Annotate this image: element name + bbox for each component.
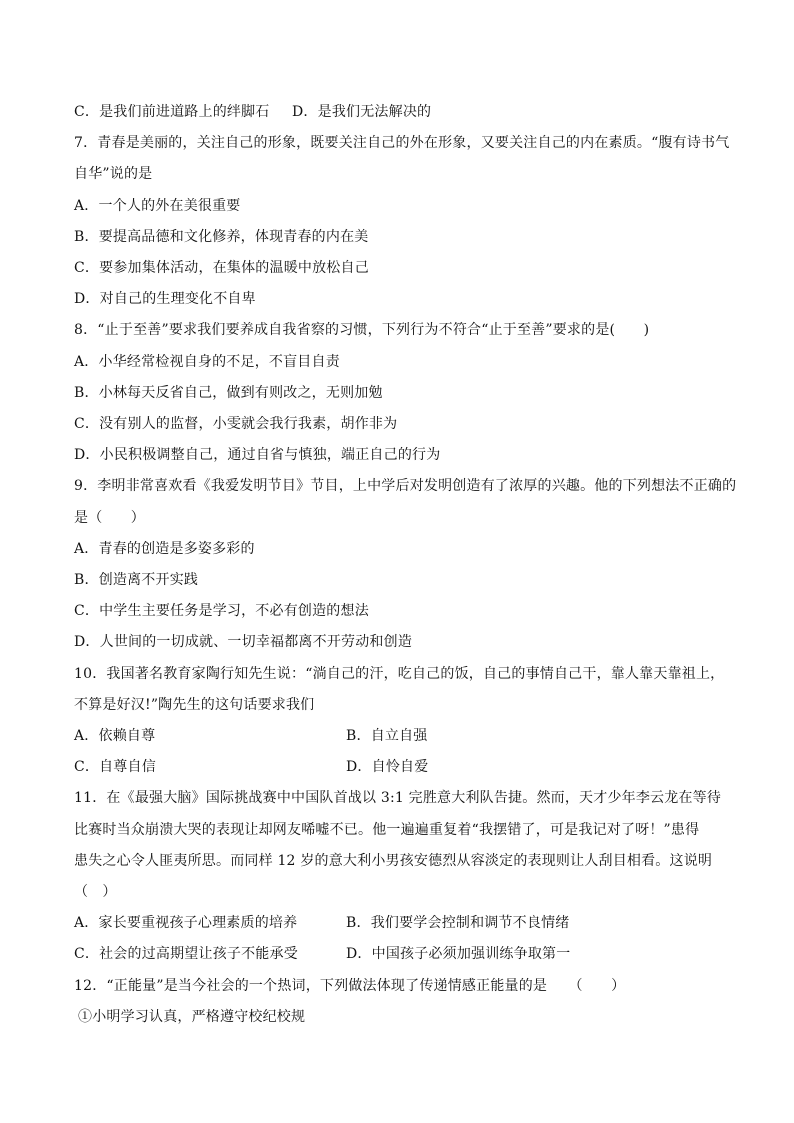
q7-option-d: D．对自己的生理变化不自卑 xyxy=(74,291,256,307)
q10-stem-line-2: 不算是好汉!”陶先生的这句话要求我们 xyxy=(74,697,315,713)
q9-stem-line-1: 9．李明非常喜欢看《我爱发明节目》节目，上中学后对发明创造有了浓厚的兴趣。他的下列想法不正确的 xyxy=(74,478,737,494)
q10-option-d: D．自怜自爱 xyxy=(346,759,429,775)
q9-option-c: C．中学生主要任务是学习，不必有创造的想法 xyxy=(74,603,369,619)
q12-item-1: ①小明学习认真，严格遵守校纪校规 xyxy=(78,1009,306,1025)
q12-stem: 12．“正能量”是当今社会的一个热词，下列做法体现了传递情感正能量的是 （ ） xyxy=(74,978,626,994)
q10-option-b: B．自立自强 xyxy=(346,728,428,744)
q8-option-c: C．没有别人的监督，小雯就会我行我素，胡作非为 xyxy=(74,416,398,432)
q9-option-d: D．人世间的一切成就、一切幸福都离不开劳动和创造 xyxy=(74,634,413,650)
q8-stem: 8．“止于至善”要求我们要养成自我省察的习惯，下列行为不符合“止于至善”要求的是( ) xyxy=(74,322,650,338)
q7-option-b: B．要提高品德和文化修养，体现青春的内在美 xyxy=(74,229,369,245)
q7-option-c: C．要参加集体活动，在集体的温暖中放松自己 xyxy=(74,260,369,276)
q7-option-a: A．一个人的外在美很重要 xyxy=(74,198,241,214)
q11-stem-line-1: 11．在《最强大脑》国际挑战赛中中国队首战以 3:1 完胜意大利队告捷。然而，天才少年李云龙在等待 xyxy=(74,790,722,806)
q11-option-a: A．家长要重视孩子心理素质的培养 xyxy=(74,915,298,931)
q11-option-c: C．社会的过高期望让孩子不能承受 xyxy=(74,946,298,962)
q6-option-d: D．是我们无法解决的 xyxy=(292,104,432,120)
q8-option-d: D．小民积极调整自己，通过自省与慎独，端正自己的行为 xyxy=(74,447,441,463)
q10-stem-line-1: 10．我国著名教育家陶行知先生说：“淌自己的汗，吃自己的饭，自己的事情自己干，靠人靠天靠祖上， xyxy=(74,666,725,682)
q9-stem-line-2: 是（ ） xyxy=(74,510,145,526)
q11-stem-line-3: 患失之心令人匪夷所思。而同样 12 岁的意大利小男孩安德烈从容淡定的表现则让人刮目相看。这说明 xyxy=(74,853,713,869)
q11-stem-line-4: （ ） xyxy=(74,884,117,900)
q11-option-d: D．中国孩子必须加强训练争取第一 xyxy=(346,946,571,962)
q11-stem-line-2: 比赛时当众崩溃大哭的表现让却网友唏嘘不已。他一遍遍重复着“我摆错了，可是我记对了呀！”患得 xyxy=(74,822,700,838)
q10-option-a: A．依赖自尊 xyxy=(74,728,156,744)
q7-stem-line-1: 7．青春是美丽的，关注自己的形象，既要关注自己的外在形象，又要关注自己的内在素质。“腹有诗书气 xyxy=(74,135,730,151)
q10-option-c: C．自尊自信 xyxy=(74,759,156,775)
q9-option-a: A．青春的创造是多姿多彩的 xyxy=(74,541,255,557)
q7-stem-line-2: 自华”说的是 xyxy=(74,166,153,182)
q8-option-b: B．小林每天反省自己，做到有则改之，无则加勉 xyxy=(74,385,383,401)
q9-option-b: B．创造离不开实践 xyxy=(74,572,199,588)
q11-option-b: B．我们要学会控制和调节不良情绪 xyxy=(346,915,570,931)
q8-option-a: A．小华经常检视自身的不足，不盲目自责 xyxy=(74,354,340,370)
q6-option-c: C．是我们前进道路上的绊脚石 xyxy=(74,104,270,120)
